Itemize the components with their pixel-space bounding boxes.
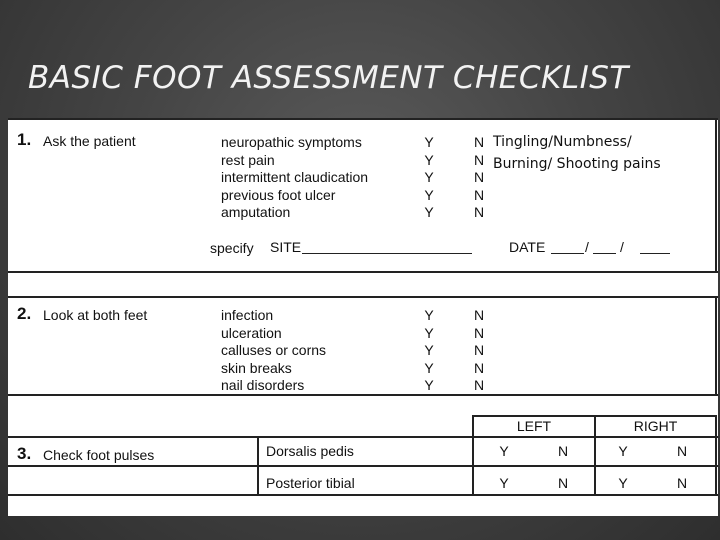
- no-option[interactable]: N: [473, 307, 485, 323]
- date-separator: /: [585, 239, 589, 255]
- section2-item-skin-breaks: skin breaks: [221, 359, 292, 376]
- section1-no-column: [472, 134, 486, 222]
- site-input-line[interactable]: [302, 241, 472, 254]
- section2-top-border: [8, 296, 718, 298]
- right-dorsalis-yes[interactable]: Y: [618, 443, 628, 459]
- no-option[interactable]: N: [473, 169, 485, 185]
- left-dorsalis-no[interactable]: N: [557, 443, 569, 459]
- yes-option[interactable]: Y: [424, 324, 434, 341]
- date-day-line[interactable]: [551, 241, 584, 254]
- section2-item-calluses-or-corns: calluses or corns: [221, 342, 327, 358]
- date-year-line[interactable]: [640, 241, 670, 254]
- no-option[interactable]: N: [473, 359, 485, 376]
- yes-option[interactable]: Y: [424, 377, 434, 393]
- section2-item-nail-disorders: nail disorders: [221, 377, 305, 393]
- yes-option[interactable]: Y: [424, 342, 434, 358]
- symptom-note: [493, 131, 661, 175]
- right-tibial-yes[interactable]: Y: [618, 475, 628, 491]
- section2-bottom-border: [8, 394, 718, 396]
- no-option[interactable]: N: [473, 151, 485, 168]
- section1-top-border: [8, 118, 718, 120]
- section1-number: 1.: [17, 130, 32, 149]
- section2-item-list: [221, 307, 326, 395]
- section3-label: Check foot pulses: [43, 447, 155, 463]
- section2-number: 2.: [17, 304, 32, 323]
- pulse-table-right-border: [715, 415, 717, 496]
- section3-top-border: [8, 436, 718, 438]
- site-label: SITE: [270, 239, 302, 255]
- date-separator: /: [620, 239, 624, 255]
- right-tibial-no[interactable]: N: [676, 475, 688, 491]
- yes-option[interactable]: Y: [424, 151, 434, 168]
- section2-label: Look at both feet: [43, 307, 148, 323]
- left-tibial-no[interactable]: N: [557, 475, 569, 491]
- section2-item-ulceration: ulceration: [221, 324, 282, 341]
- section2-item-infection: infection: [221, 307, 274, 323]
- symptom-note-line1: Tingling/Numbness/: [493, 134, 632, 150]
- section3-bottom-border: [8, 494, 718, 496]
- section3-number: 3.: [17, 444, 32, 463]
- yes-option[interactable]: Y: [424, 307, 434, 323]
- yes-option[interactable]: Y: [424, 169, 434, 185]
- section2-yes-column: [422, 307, 436, 395]
- section1-item-amputation: amputation: [221, 204, 291, 220]
- no-option[interactable]: N: [473, 377, 485, 393]
- specify-label: specify: [210, 240, 254, 256]
- section1-item-list: [221, 134, 368, 222]
- section1-bottom-border: [8, 271, 718, 273]
- pulse-dorsalis-pedis-label: Dorsalis pedis: [266, 443, 354, 459]
- date-label: DATE: [509, 239, 546, 255]
- left-tibial-yes[interactable]: Y: [499, 475, 509, 491]
- section2-right-border: [715, 296, 717, 396]
- section2-no-column: [472, 307, 486, 395]
- section1-item-rest-pain: rest pain: [221, 151, 275, 168]
- symptom-note-line2: Burning/ Shooting pains: [493, 156, 661, 172]
- no-option[interactable]: N: [473, 134, 485, 150]
- section1-item-intermittent-claudication: intermittent claudication: [221, 169, 369, 185]
- right-dorsalis-no[interactable]: N: [676, 443, 688, 459]
- no-option[interactable]: N: [473, 186, 485, 203]
- yes-option[interactable]: Y: [424, 186, 434, 203]
- section1-item-neuropathic-symptoms: neuropathic symptoms: [221, 134, 362, 150]
- section1-right-border: [715, 118, 717, 273]
- section1-item-previous-foot-ulcer: previous foot ulcer: [221, 186, 336, 203]
- no-option[interactable]: N: [473, 204, 485, 220]
- date-month-line[interactable]: [593, 241, 616, 254]
- yes-option[interactable]: Y: [424, 359, 434, 376]
- no-option[interactable]: N: [473, 324, 485, 341]
- slide-title: BASIC FOOT ASSESSMENT CHECKLIST: [28, 60, 629, 96]
- section1-label: Ask the patient: [43, 133, 136, 149]
- left-foot-header: LEFT: [516, 418, 552, 434]
- no-option[interactable]: N: [473, 342, 485, 358]
- pulse-row-divider: [8, 465, 718, 467]
- yes-option[interactable]: Y: [424, 204, 434, 220]
- left-dorsalis-yes[interactable]: Y: [499, 443, 509, 459]
- checklist-sheet: [8, 118, 718, 516]
- section1-yes-column: [422, 134, 436, 222]
- yes-option[interactable]: Y: [424, 134, 434, 150]
- pulse-posterior-tibial-label: Posterior tibial: [266, 475, 355, 491]
- right-foot-header: RIGHT: [633, 418, 678, 434]
